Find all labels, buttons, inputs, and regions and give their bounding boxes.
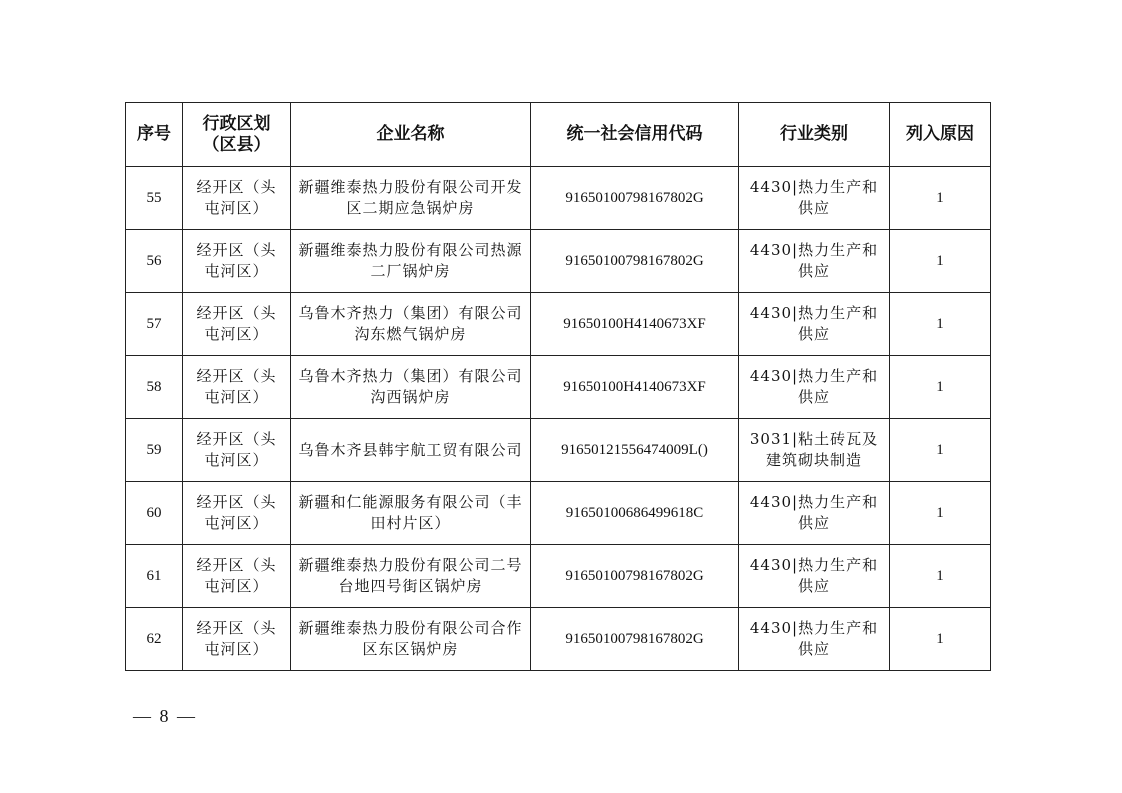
cell-seq: 59 bbox=[126, 419, 183, 482]
table-row bbox=[126, 293, 991, 356]
header-row bbox=[126, 103, 991, 167]
cell-reason: 1 bbox=[890, 230, 991, 293]
cell-enterprise: 新疆和仁能源服务有限公司（丰田村片区） bbox=[291, 482, 531, 545]
page-number: — 8 — bbox=[133, 706, 197, 726]
cell-region: 经开区（头屯河区） bbox=[183, 419, 291, 482]
header-seq: 序号 bbox=[126, 103, 183, 167]
header-credit-code: 统一社会信用代码 bbox=[531, 103, 739, 167]
cell-reason: 1 bbox=[890, 545, 991, 608]
table-header bbox=[126, 103, 991, 167]
cell-enterprise: 乌鲁木齐热力（集团）有限公司沟东燃气锅炉房 bbox=[291, 293, 531, 356]
table-row bbox=[126, 608, 991, 671]
cell-reason: 1 bbox=[890, 356, 991, 419]
cell-industry: 4430|热力生产和供应 bbox=[739, 608, 890, 671]
cell-region: 经开区（头屯河区） bbox=[183, 482, 291, 545]
cell-enterprise: 新疆维泰热力股份有限公司热源二厂锅炉房 bbox=[291, 230, 531, 293]
cell-seq: 62 bbox=[126, 608, 183, 671]
cell-seq: 56 bbox=[126, 230, 183, 293]
cell-enterprise: 新疆维泰热力股份有限公司合作区东区锅炉房 bbox=[291, 608, 531, 671]
cell-region: 经开区（头屯河区） bbox=[183, 293, 291, 356]
cell-seq: 57 bbox=[126, 293, 183, 356]
cell-reason: 1 bbox=[890, 293, 991, 356]
header-enterprise: 企业名称 bbox=[291, 103, 531, 167]
cell-industry: 4430|热力生产和供应 bbox=[739, 545, 890, 608]
cell-industry: 4430|热力生产和供应 bbox=[739, 293, 890, 356]
cell-reason: 1 bbox=[890, 167, 991, 230]
cell-industry: 4430|热力生产和供应 bbox=[739, 482, 890, 545]
table-row bbox=[126, 230, 991, 293]
cell-industry: 3031|粘土砖瓦及建筑砌块制造 bbox=[739, 419, 890, 482]
cell-reason: 1 bbox=[890, 419, 991, 482]
cell-enterprise: 乌鲁木齐热力（集团）有限公司沟西锅炉房 bbox=[291, 356, 531, 419]
table-body bbox=[126, 167, 991, 671]
header-region: 行政区划（区县） bbox=[183, 103, 291, 167]
cell-seq: 58 bbox=[126, 356, 183, 419]
header-industry: 行业类别 bbox=[739, 103, 890, 167]
cell-region: 经开区（头屯河区） bbox=[183, 167, 291, 230]
header-reason: 列入原因 bbox=[890, 103, 991, 167]
cell-credit-code: 91650100798167802G bbox=[531, 167, 739, 230]
cell-reason: 1 bbox=[890, 608, 991, 671]
cell-industry: 4430|热力生产和供应 bbox=[739, 356, 890, 419]
cell-seq: 55 bbox=[126, 167, 183, 230]
table-row bbox=[126, 167, 991, 230]
table-row bbox=[126, 419, 991, 482]
cell-region: 经开区（头屯河区） bbox=[183, 230, 291, 293]
table-row bbox=[126, 356, 991, 419]
cell-region: 经开区（头屯河区） bbox=[183, 545, 291, 608]
cell-region: 经开区（头屯河区） bbox=[183, 356, 291, 419]
cell-industry: 4430|热力生产和供应 bbox=[739, 230, 890, 293]
table-row bbox=[126, 545, 991, 608]
cell-credit-code: 91650100H4140673XF bbox=[531, 356, 739, 419]
cell-seq: 61 bbox=[126, 545, 183, 608]
cell-credit-code: 91650100798167802G bbox=[531, 545, 739, 608]
cell-seq: 60 bbox=[126, 482, 183, 545]
cell-enterprise: 新疆维泰热力股份有限公司二号台地四号街区锅炉房 bbox=[291, 545, 531, 608]
cell-enterprise: 新疆维泰热力股份有限公司开发区二期应急锅炉房 bbox=[291, 167, 531, 230]
cell-credit-code: 91650100798167802G bbox=[531, 608, 739, 671]
cell-credit-code: 91650100686499618C bbox=[531, 482, 739, 545]
enterprise-table bbox=[125, 102, 991, 671]
cell-credit-code: 91650100H4140673XF bbox=[531, 293, 739, 356]
cell-reason: 1 bbox=[890, 482, 991, 545]
cell-region: 经开区（头屯河区） bbox=[183, 608, 291, 671]
cell-enterprise: 乌鲁木齐县韩宇航工贸有限公司 bbox=[291, 419, 531, 482]
cell-credit-code: 91650121556474009L() bbox=[531, 419, 739, 482]
cell-credit-code: 91650100798167802G bbox=[531, 230, 739, 293]
cell-industry: 4430|热力生产和供应 bbox=[739, 167, 890, 230]
table-row bbox=[126, 482, 991, 545]
